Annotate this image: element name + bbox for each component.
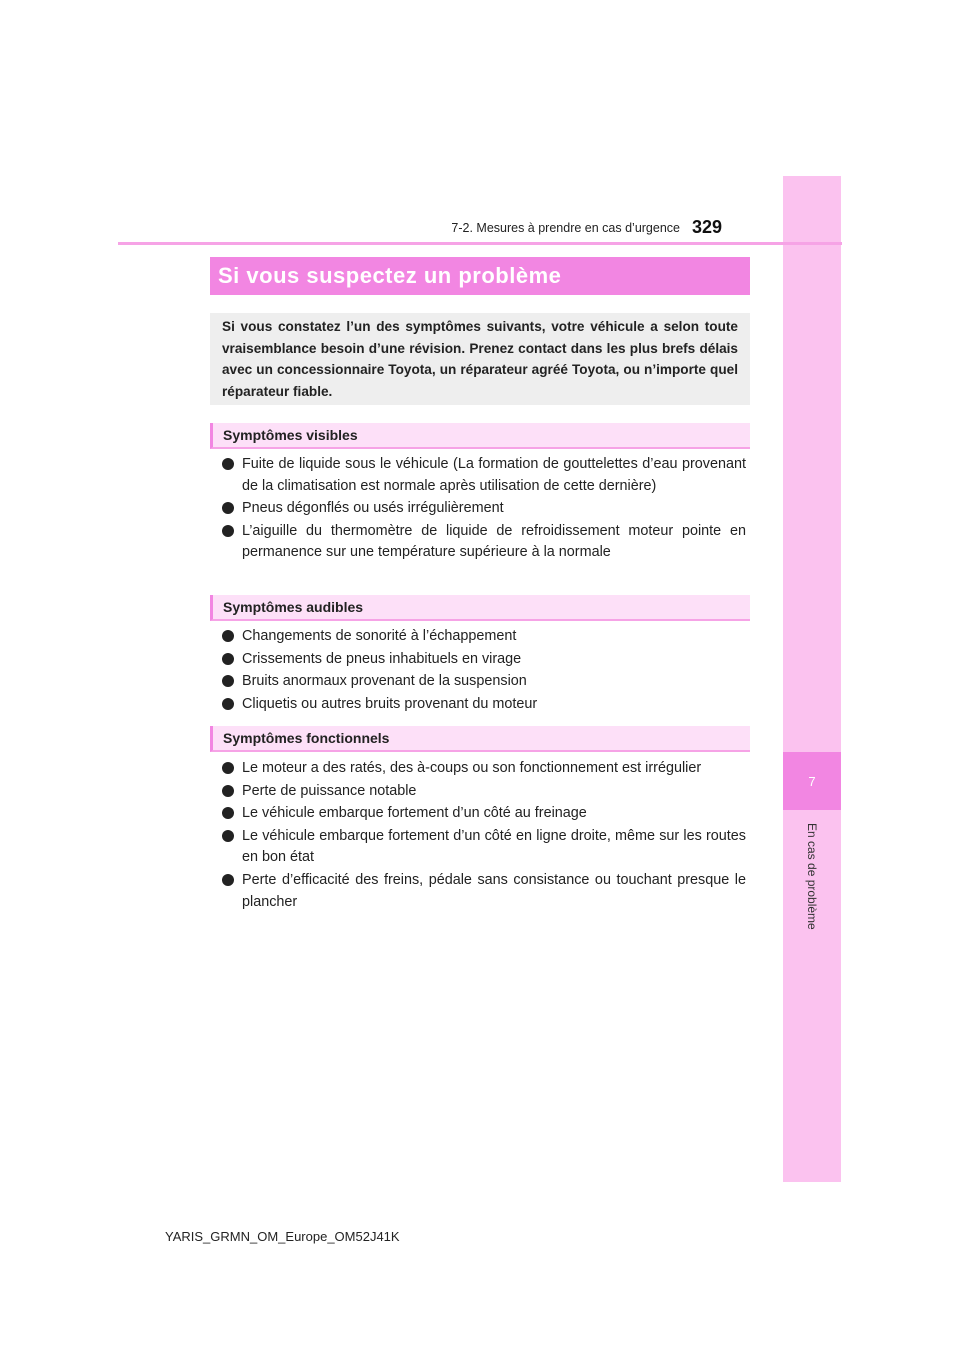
list-item: Pneus dégonflés ou usés irrégulièrement <box>222 498 746 520</box>
page-number: 329 <box>692 217 723 237</box>
list-item: Perte d’efficacité des freins, pédale sans consistance ou touchant presque le plancher <box>222 870 746 913</box>
footer-document-code: YARIS_GRMN_OM_Europe_OM52J41K <box>165 1229 400 1244</box>
list-item: Perte de puissance notable <box>222 781 746 803</box>
bullet-icon <box>222 458 234 470</box>
header-divider <box>118 242 842 245</box>
bullet-icon <box>222 630 234 642</box>
section-heading-audible: Symptômes audibles <box>210 595 750 621</box>
list-item: L’aiguille du thermomètre de liquide de refroidissement moteur pointe en permanence sur une température supérieure à la normale <box>222 521 746 564</box>
intro-box <box>210 313 750 405</box>
section-heading-visible: Symptômes visibles <box>210 423 750 449</box>
list-item: Fuite de liquide sous le véhicule (La formation de gouttelettes d’eau provenant de la climatisation est normale après utilisation de cette dernière) <box>222 454 746 497</box>
section-heading-functional: Symptômes fonctionnels <box>210 726 750 752</box>
list-audible-symptoms <box>222 626 746 716</box>
list-functional-symptoms <box>222 758 746 914</box>
header-section-title: 7-2. Mesures à prendre en cas d’urgence <box>451 221 680 235</box>
bullet-icon <box>222 785 234 797</box>
bullet-icon <box>222 830 234 842</box>
bullet-icon <box>222 675 234 687</box>
bullet-icon <box>222 653 234 665</box>
intro-text: Si vous constatez l’un des symptômes suivants, votre véhicule a selon toute vraisemblance besoin d’une révision. Prenez contact dans les plus brefs délais avec un concessionnaire Toyota, un réparateur agréé Toyota, ou n’importe quel réparateur fiable. <box>222 319 738 399</box>
bullet-icon <box>222 874 234 886</box>
page-title <box>210 257 750 295</box>
list-item: Changements de sonorité à l’échappement <box>222 626 746 648</box>
chapter-side-tab <box>783 176 841 1182</box>
list-item: Le moteur a des ratés, des à-coups ou son fonctionnement est irrégulier <box>222 758 746 780</box>
chapter-number-badge: 7 <box>783 752 841 810</box>
bullet-icon <box>222 807 234 819</box>
chapter-label-text: En cas de problème <box>805 822 819 930</box>
list-visible-symptoms <box>222 454 746 565</box>
bullet-icon <box>222 698 234 710</box>
bullet-icon <box>222 525 234 537</box>
bullet-icon <box>222 762 234 774</box>
list-item: Le véhicule embarque fortement d’un côté en ligne droite, même sur les routes en bon état <box>222 826 746 869</box>
list-item: Le véhicule embarque fortement d’un côté au freinage <box>222 803 746 825</box>
chapter-label <box>787 816 837 936</box>
bullet-icon <box>222 502 234 514</box>
list-item: Cliquetis ou autres bruits provenant du moteur <box>222 694 746 716</box>
list-item: Crissements de pneus inhabituels en virage <box>222 649 746 671</box>
page-title-text: Si vous suspectez un problème <box>218 263 562 288</box>
list-item: Bruits anormaux provenant de la suspension <box>222 671 746 693</box>
